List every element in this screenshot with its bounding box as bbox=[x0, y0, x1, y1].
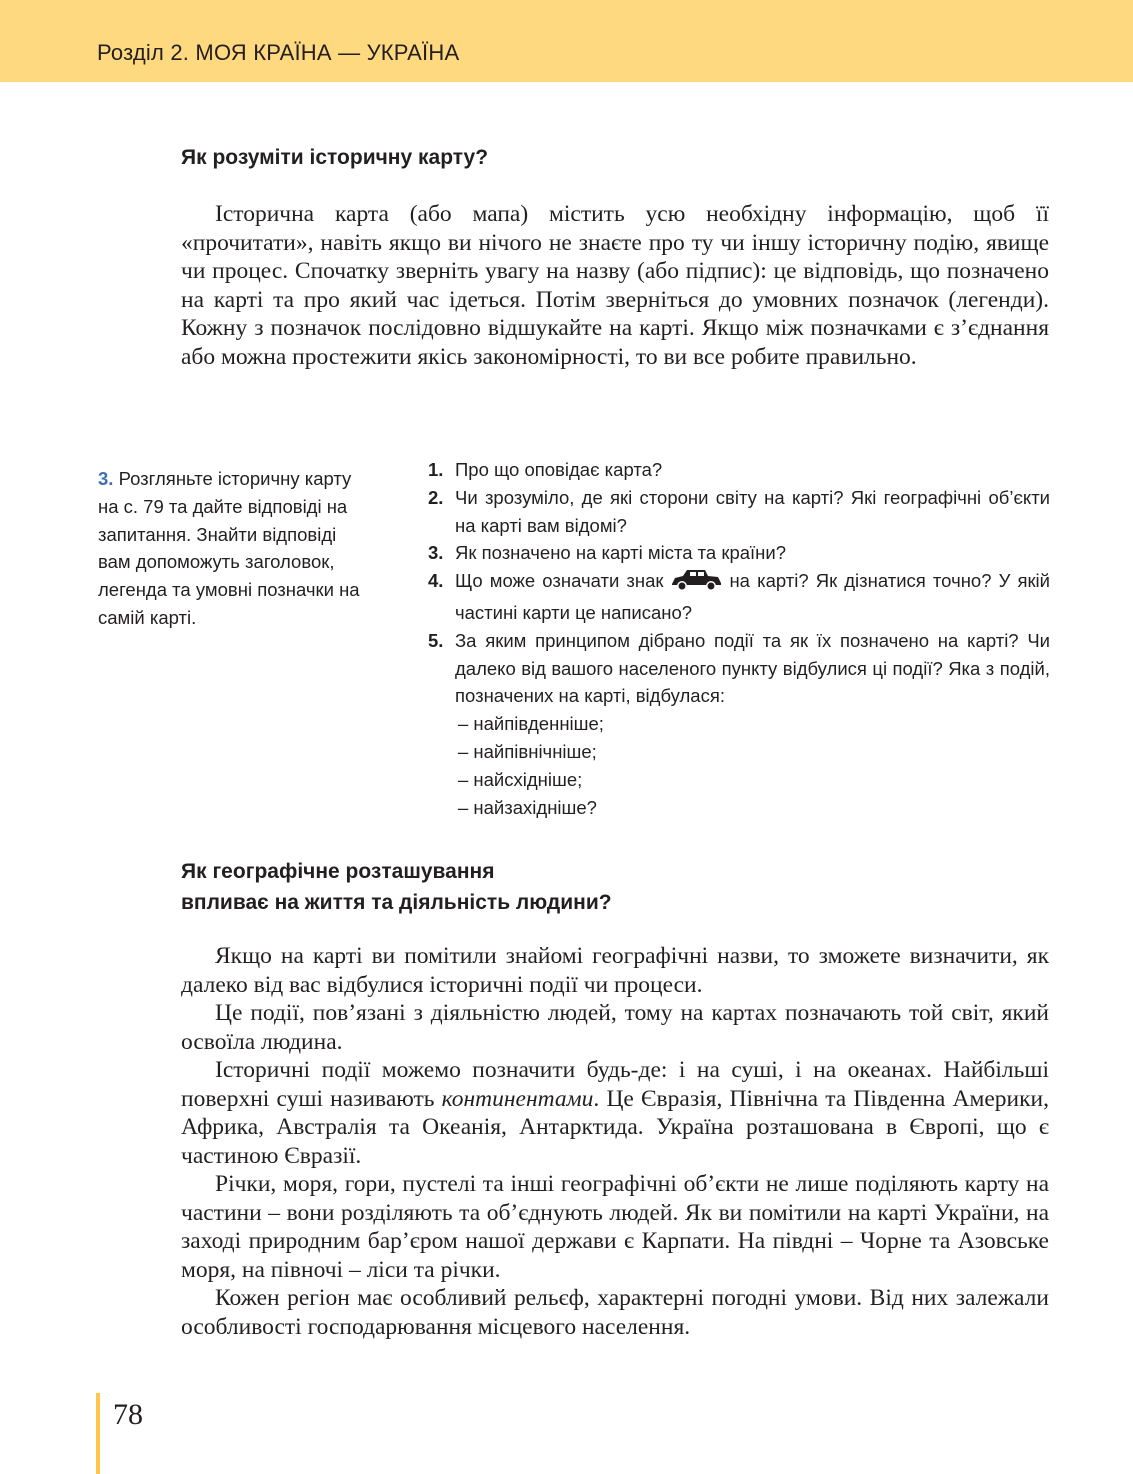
paragraph: Це події, пов’язані з діяльністю людей, тому на картах позначають той світ, який освоїла людина. bbox=[181, 1000, 1049, 1055]
question-item bbox=[428, 567, 1050, 627]
chapter-header bbox=[0, 0, 1133, 82]
question-number: 2. bbox=[428, 486, 444, 508]
paragraph bbox=[181, 1056, 1049, 1170]
question-text: Чи зрозуміло, де які сторони світу на карті? Які географічні об’єкти на карті вам відомі? bbox=[455, 486, 1050, 536]
answer-option: – найпівденніше; bbox=[458, 713, 604, 735]
question-number: 5. bbox=[428, 629, 444, 651]
question-number: 1. bbox=[428, 459, 444, 480]
page-number: 78 bbox=[113, 1398, 143, 1431]
question-text-after-icon: на карті? Як дізнатися точно? У якій частині карти це написано? bbox=[455, 570, 1050, 623]
question-text: Як позначено на карті міста та країни? bbox=[455, 542, 787, 564]
task-sidebar bbox=[98, 465, 368, 632]
term-continents: континентами bbox=[441, 1085, 594, 1112]
page-number-rule bbox=[96, 1393, 100, 1474]
section-body-historical-map bbox=[181, 200, 1049, 371]
heading-line: Як географічне розташування bbox=[181, 860, 495, 883]
paragraph: Річки, моря, гори, пустелі та інші географічні об’єкти не лише поділяють карту на частини – вони розділяють та об’єднують людей. Як ви помітили на карті України, на заході природним бар’єром нашої держави є Карпати. На півдні – Чорне та Азовське моря, на півночі – ліси та річки. bbox=[181, 1171, 1049, 1283]
question-item bbox=[428, 456, 1050, 484]
section-heading-historical-map: Як розуміти історичну карту? bbox=[181, 146, 489, 169]
car-icon bbox=[669, 569, 723, 599]
question-text: За яким принципом дібрано події та як їх позначено на карті? Чи далеко від вашого населеного пункту відбулися ці події? Яка з подій, позначених на карті, відбулася: bbox=[455, 629, 1050, 707]
question-item bbox=[428, 627, 1050, 710]
text-run: . Це Євразія, Північна та Південна Америки, Африка, Австралія та Океанія, Антарктида. Україна розташована в Європі, що є частиною Євразії. bbox=[181, 1085, 1049, 1169]
paragraph: Історична карта (або мапа) містить усю необхідну інформацію, щоб її «прочитати», навіть якщо ви нічого не знаєте про ту чи іншу історичну подію, явище чи процес. Спочатку зверніть увагу на назву (або підпис): це відповідь, що позначено на карті та про який час ідеться. Потім зверніться до умовних позначок (легенди). Кожну з позначок послідовно відшукайте на карті. Якщо між позначками є з’єднання або можна простежити якісь закономірності, то ви все робите правильно. bbox=[181, 201, 1049, 370]
question-number: 3. bbox=[428, 542, 444, 564]
question-list bbox=[428, 456, 1050, 821]
task-number: 3. bbox=[98, 468, 114, 489]
paragraph: Якщо на карті ви помітили знайомі географічні назви, то зможете визначити, як далеко від вас відбулися історичні події чи процеси. bbox=[181, 943, 1049, 998]
section-heading-geography bbox=[181, 856, 612, 918]
paragraph: Кожен регіон має особливий рельєф, характерні погодні умови. Від них залежали особливості господарювання місцевого населення. bbox=[181, 1285, 1049, 1340]
task-text: Розгляньте історичну карту на с. 79 та дайте відповіді на запитання. Знайти відповіді вам допоможуть заголовок, легенда та умовні позначки на самій карті. bbox=[98, 468, 360, 628]
heading-line: впливає на життя та діяльність людини? bbox=[181, 891, 612, 914]
question-text: Про що оповідає карта? bbox=[455, 459, 663, 480]
answer-option: – найзахідніше? bbox=[458, 796, 597, 818]
question-text-before-icon: Що може означати знак bbox=[455, 570, 664, 592]
question-item bbox=[428, 484, 1050, 540]
answer-option: – найсхідніше; bbox=[458, 768, 583, 790]
chapter-title: Розділ 2. МОЯ КРАЇНА — УКРАЇНА bbox=[97, 40, 460, 65]
question-item bbox=[428, 539, 1050, 567]
text-run: Історичні події можемо позначити будь-де: і на суші, і на океанах. Найбільші поверхні суші називають bbox=[181, 1057, 1049, 1112]
answer-option: – найпівнічніше; bbox=[458, 740, 597, 762]
question-number: 4. bbox=[428, 570, 444, 592]
section-body-geography bbox=[181, 942, 1049, 1341]
